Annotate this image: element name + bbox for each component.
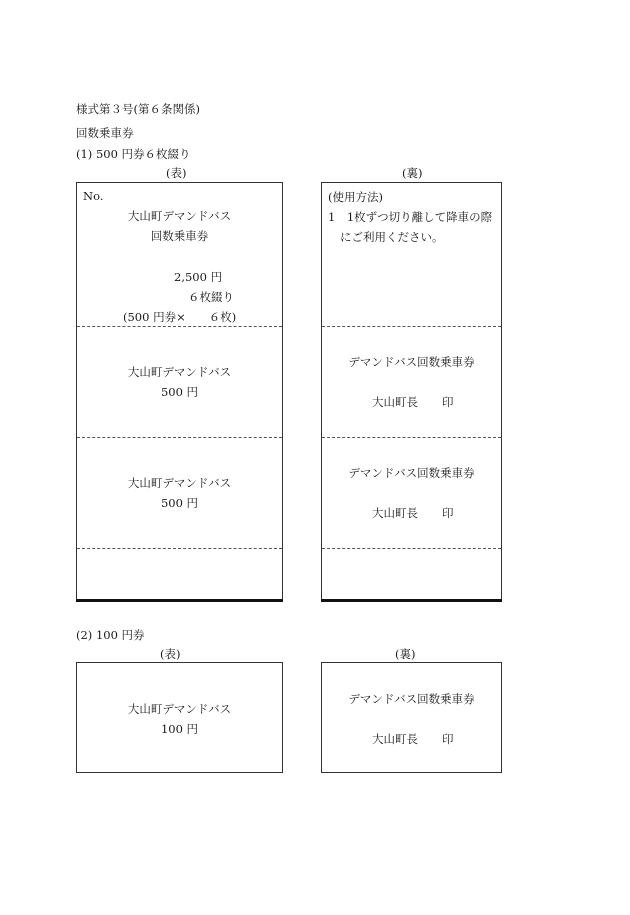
section2-back-label: (裏) xyxy=(395,647,416,661)
section1-front-label: (表) xyxy=(166,166,187,180)
form-number: 様式第３号(第６条関係) xyxy=(76,102,200,116)
mayor-label: 大山町長 xyxy=(372,395,418,409)
ticket-front-100 xyxy=(76,662,283,773)
usage-title: (使用方法) xyxy=(328,190,383,204)
mayor-label: 大山町長 xyxy=(372,732,418,746)
seal-mark: 印 xyxy=(442,506,454,520)
section2-front-label: (表) xyxy=(160,647,181,661)
page-title: 回数乗車券 xyxy=(76,126,134,140)
usage-line-1: 1 1枚ずつ切り離して降車の際 xyxy=(328,210,493,224)
ticket-back-500 xyxy=(321,182,502,600)
seal-mark: 印 xyxy=(442,732,454,746)
ticket-bottom-edge xyxy=(76,599,283,602)
ticket-title: デマンドバス回数乗車券 xyxy=(348,692,475,706)
sheet-count: ６枚綴り xyxy=(188,290,234,304)
ticket-back-100 xyxy=(321,662,502,773)
perforation-line xyxy=(77,326,282,327)
seal-mark: 印 xyxy=(442,395,454,409)
ticket-type: 回数乗車券 xyxy=(150,229,209,243)
breakdown: (500 円券× ６枚) xyxy=(123,310,237,324)
stub-bus-name: 大山町デマンドバス xyxy=(127,365,232,379)
section1-back-label: (裏) xyxy=(402,166,423,180)
usage-line-2: にご利用ください。 xyxy=(340,230,444,244)
section2-heading: (2) 100 円券 xyxy=(76,628,145,642)
perforation-line xyxy=(77,548,282,549)
total-price: 2,500 円 xyxy=(174,270,223,284)
stub-title: デマンドバス回数乗車券 xyxy=(348,466,475,480)
stub-price: 500 円 xyxy=(160,385,199,399)
price: 100 円 xyxy=(160,722,199,736)
stub-title: デマンドバス回数乗車券 xyxy=(348,355,475,369)
perforation-line xyxy=(322,437,501,438)
ticket-bottom-edge xyxy=(321,599,502,602)
bus-name: 大山町デマンドバス xyxy=(127,702,232,716)
perforation-line xyxy=(322,326,501,327)
mayor-label: 大山町長 xyxy=(372,506,418,520)
perforation-line xyxy=(322,548,501,549)
stub-bus-name: 大山町デマンドバス xyxy=(127,476,232,490)
bus-name: 大山町デマンドバス xyxy=(127,209,232,223)
ticket-front-500 xyxy=(76,182,283,600)
section1-heading: (1) 500 円券６枚綴り xyxy=(76,147,191,161)
stub-price: 500 円 xyxy=(160,496,199,510)
perforation-line xyxy=(77,437,282,438)
serial-number-label: No. xyxy=(83,189,104,203)
